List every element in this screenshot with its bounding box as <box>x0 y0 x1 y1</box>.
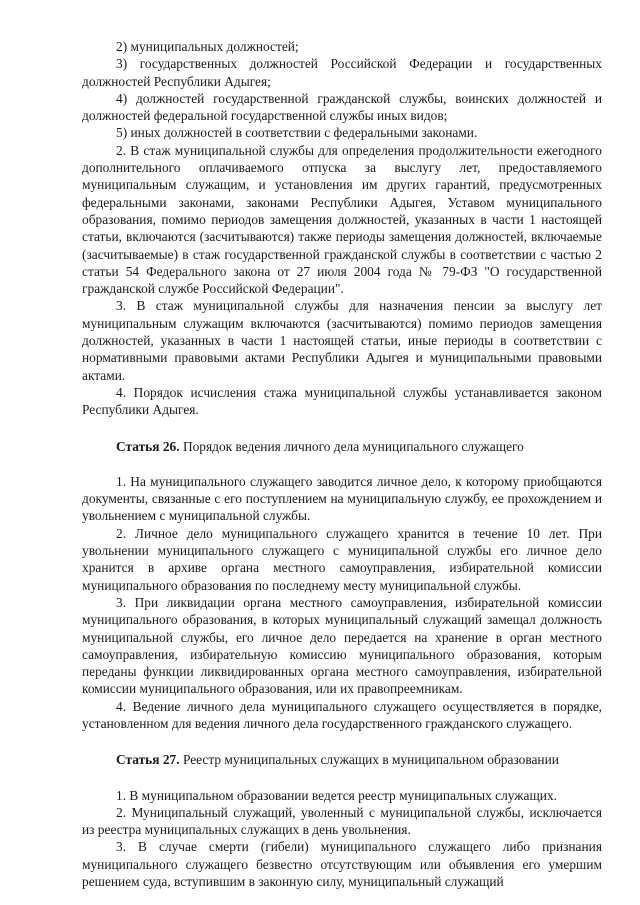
paragraph: 2) муниципальных должностей; <box>116 39 299 54</box>
paragraph: 2. Личное дело муниципального служащего хранится в течение 10 лет. При увольнении муниципального служащего с муниципальной службы его личное дело хранится в архиве органа местного самоуправления, избирательной комиссии муниципального образования по последнему месту муниципальной службы. <box>82 525 602 593</box>
paragraph: 3. При ликвидации органа местного самоуправления, избирательной комиссии муниципального образования, в которых муниципальный служащий замещал должность муниципальной службы, его личное дело передается на хранение в орган местного самоуправления, избирательную комиссию муниципального образования, которым переданы функции ликвидированных органа местного самоуправления, избирательной комиссии муниципального образования, или их правопреемникам. <box>82 594 602 697</box>
article-heading <box>82 438 602 455</box>
paragraph: 4. Порядок исчисления стажа муниципальной службы устанавливается законом Республики Адыгея. <box>82 384 602 418</box>
article-title: Реестр муниципальных служащих в муниципальном образовании <box>182 752 559 768</box>
paragraph: 4. Ведение личного дела муниципального служащего осуществляется в порядке, установленном для ведения личного дела государственного гражданского служащего. <box>82 698 602 731</box>
paragraph: 5) иных должностей в соответствии с федеральными законами. <box>116 125 478 141</box>
paragraph: 1. На муниципального служащего заводится личное дело, к которому приобщаются документы, связанные с его поступлением на муниципальную службу, ее прохождением и увольнением с муниципальной службы. <box>82 473 602 524</box>
article-number: Статья 27. <box>116 752 180 768</box>
paragraph: 4) должностей государственной гражданской службы, воинских должностей и должностей федеральной государственной службы иных видов; <box>82 90 602 124</box>
paragraph: 2. Муниципальный служащий, уволенный с муниципальной службы, исключается из реестра муниципальных служащих в день увольнения. <box>82 804 602 838</box>
article-title: Порядок ведения личного дела муниципального служащего <box>182 438 524 454</box>
paragraph: 3. В стаж муниципальной службы для назначения пенсии за выслугу лет муниципальным служащим включаются (засчитываются) помимо периодов замещения должностей, указанных в части 1 настоящей статьи, иные периоды в соответствии с нормативными правовыми актами Республики Адыгея и муниципальными правовыми актами. <box>82 298 602 383</box>
paragraph: 2. В стаж муниципальной службы для определения продолжительности ежегодного дополнительного оплачиваемого отпуска за выслугу лет, предоставляемого муниципальным служащим, и установления им других гарантий, предусмотренных федеральными законами, законами Республики Адыгея, Уставом муниципального образования, помимо периодов замещения должностей, указанных в части 1 настоящей статьи, включаются (засчитываются) также периоды замещения должностей, включаемые (засчитываемые) в стаж государственной гражданской службы в соответствии с частью 2 статьи 54 Федерального закона от 27 июля 2004 года № 79-ФЗ "О государственной гражданской службе Российской Федерации". <box>82 142 602 297</box>
article-number: Статья 26. <box>116 438 180 454</box>
document-body <box>82 38 602 890</box>
article-heading <box>82 751 602 768</box>
paragraph: 3) государственных должностей Российской Федерации и государственных должностей Республики Адыгея; <box>82 56 602 89</box>
paragraph: 3. В случае смерти (гибели) муниципального служащего либо признания муниципального служащего безвестно отсутствующим или объявления его умершим решением суда, вступившим в законную силу, муниципальный служащий <box>82 839 602 890</box>
paragraph: 1. В муниципальном образовании ведется реестр муниципальных служащих. <box>116 787 558 803</box>
